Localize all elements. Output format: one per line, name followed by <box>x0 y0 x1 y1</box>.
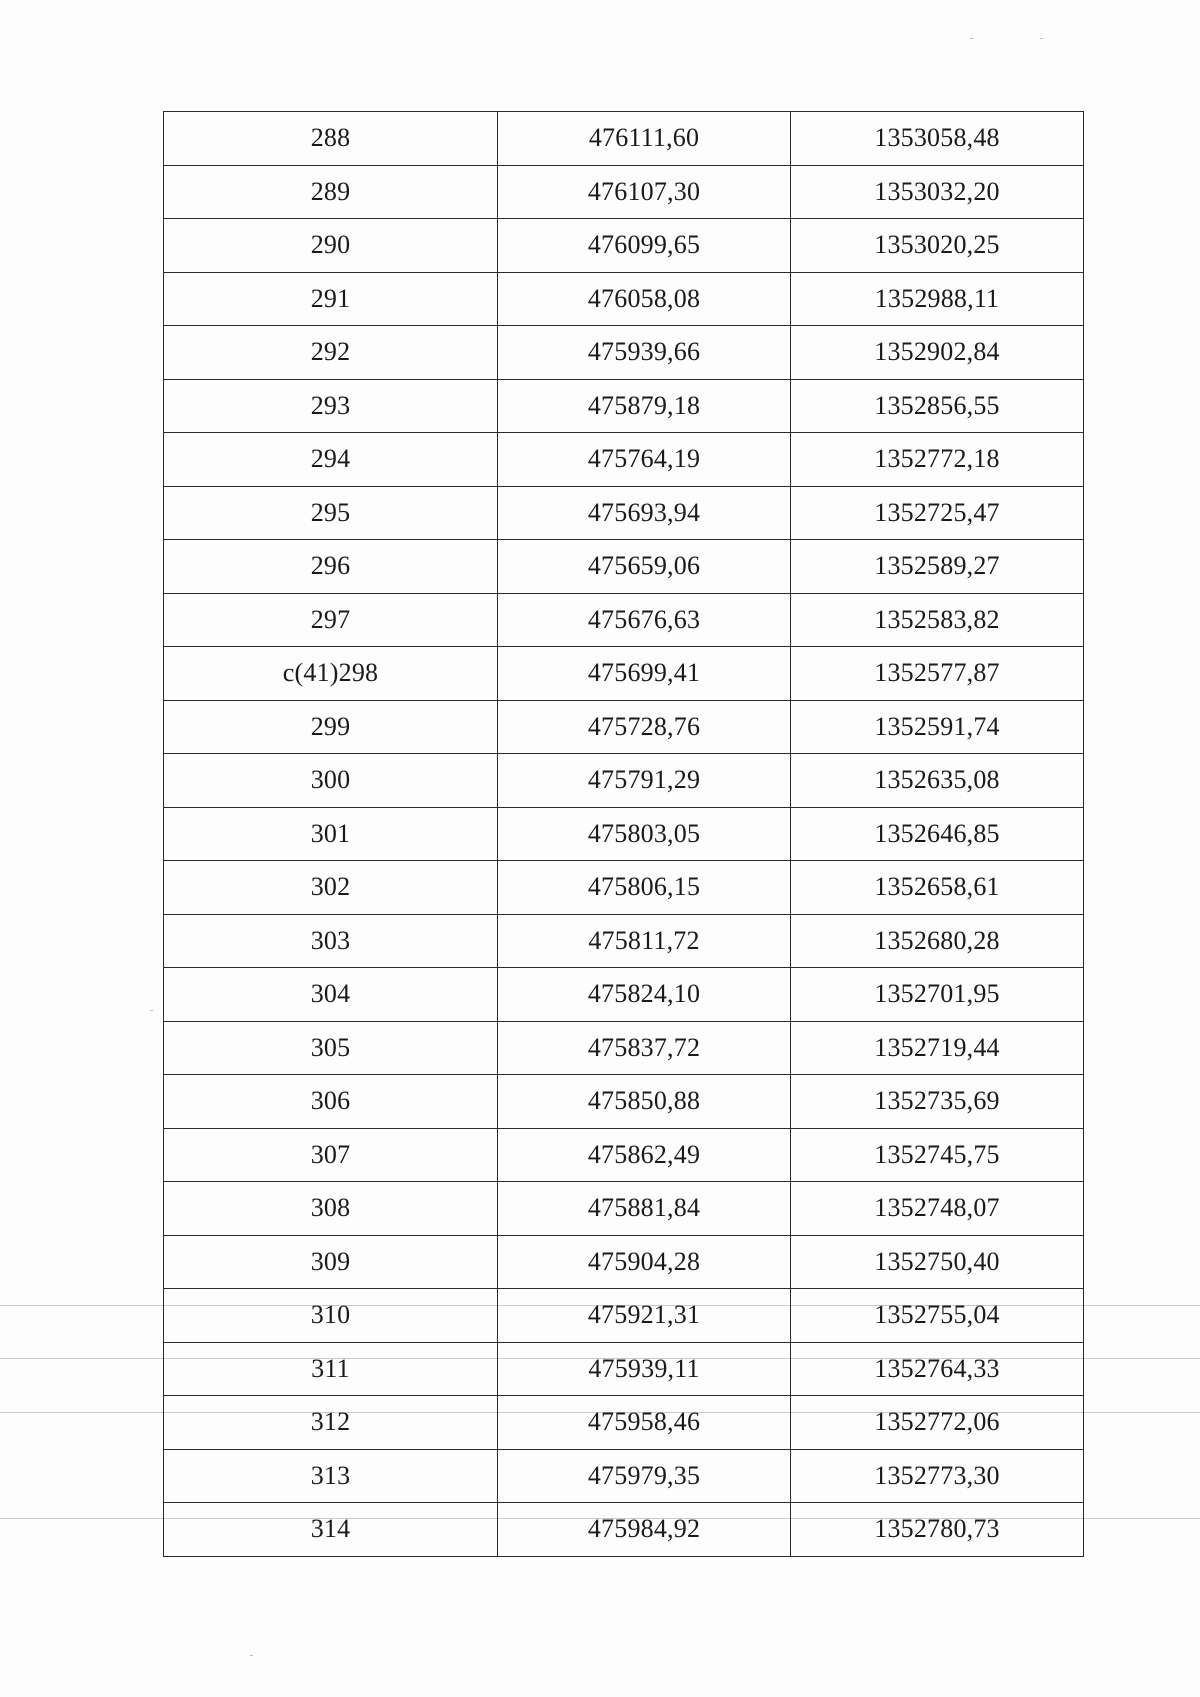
table-row <box>164 379 1084 433</box>
point-number: 292 <box>164 326 498 380</box>
table-row <box>164 1128 1084 1182</box>
x-coordinate: 475862,49 <box>498 1128 791 1182</box>
coordinates-table <box>163 111 1084 1557</box>
y-coordinate: 1352780,73 <box>791 1503 1084 1557</box>
table-row <box>164 1342 1084 1396</box>
x-coordinate: 476099,65 <box>498 219 791 273</box>
y-coordinate: 1352772,18 <box>791 433 1084 487</box>
x-coordinate: 475764,19 <box>498 433 791 487</box>
point-number: 299 <box>164 700 498 754</box>
point-number: 301 <box>164 807 498 861</box>
x-coordinate: 475676,63 <box>498 593 791 647</box>
y-coordinate: 1352755,04 <box>791 1289 1084 1343</box>
x-coordinate: 475824,10 <box>498 968 791 1022</box>
table-row <box>164 968 1084 1022</box>
table-row <box>164 1396 1084 1450</box>
y-coordinate: 1352988,11 <box>791 272 1084 326</box>
table-row <box>164 593 1084 647</box>
y-coordinate: 1352635,08 <box>791 754 1084 808</box>
table-row <box>164 647 1084 701</box>
y-coordinate: 1352902,84 <box>791 326 1084 380</box>
point-number: 297 <box>164 593 498 647</box>
x-coordinate: 475728,76 <box>498 700 791 754</box>
x-coordinate: 475879,18 <box>498 379 791 433</box>
point-number: 306 <box>164 1075 498 1129</box>
point-number: 290 <box>164 219 498 273</box>
point-number: 293 <box>164 379 498 433</box>
x-coordinate: 475921,31 <box>498 1289 791 1343</box>
y-coordinate: 1352750,40 <box>791 1235 1084 1289</box>
y-coordinate: 1353032,20 <box>791 165 1084 219</box>
y-coordinate: 1352646,85 <box>791 807 1084 861</box>
table-row <box>164 540 1084 594</box>
y-coordinate: 1352773,30 <box>791 1449 1084 1503</box>
table-row <box>164 1449 1084 1503</box>
x-coordinate: 475837,72 <box>498 1021 791 1075</box>
y-coordinate: 1352680,28 <box>791 914 1084 968</box>
y-coordinate: 1353020,25 <box>791 219 1084 273</box>
table-row <box>164 861 1084 915</box>
x-coordinate: 476058,08 <box>498 272 791 326</box>
y-coordinate: 1352725,47 <box>791 486 1084 540</box>
point-number: 305 <box>164 1021 498 1075</box>
x-coordinate: 475939,66 <box>498 326 791 380</box>
point-number: 304 <box>164 968 498 1022</box>
x-coordinate: 475881,84 <box>498 1182 791 1236</box>
point-number: 309 <box>164 1235 498 1289</box>
table-row <box>164 219 1084 273</box>
point-number: 308 <box>164 1182 498 1236</box>
table-row <box>164 1235 1084 1289</box>
table-row <box>164 807 1084 861</box>
x-coordinate: 475958,46 <box>498 1396 791 1450</box>
x-coordinate: 475806,15 <box>498 861 791 915</box>
y-coordinate: 1353058,48 <box>791 112 1084 166</box>
point-number: 311 <box>164 1342 498 1396</box>
point-number: 302 <box>164 861 498 915</box>
y-coordinate: 1352735,69 <box>791 1075 1084 1129</box>
point-number: 307 <box>164 1128 498 1182</box>
x-coordinate: 475659,06 <box>498 540 791 594</box>
table-row <box>164 914 1084 968</box>
point-number: 314 <box>164 1503 498 1557</box>
table-row <box>164 1182 1084 1236</box>
point-number: 296 <box>164 540 498 594</box>
y-coordinate: 1352589,27 <box>791 540 1084 594</box>
table-row <box>164 700 1084 754</box>
table-row <box>164 1075 1084 1129</box>
point-number: 289 <box>164 165 498 219</box>
x-coordinate: 476111,60 <box>498 112 791 166</box>
x-coordinate: 475979,35 <box>498 1449 791 1503</box>
x-coordinate: 475791,29 <box>498 754 791 808</box>
table-row <box>164 1021 1084 1075</box>
point-number: 291 <box>164 272 498 326</box>
table-row <box>164 433 1084 487</box>
x-coordinate: 475850,88 <box>498 1075 791 1129</box>
point-number: 312 <box>164 1396 498 1450</box>
x-coordinate: 475904,28 <box>498 1235 791 1289</box>
table-row <box>164 1289 1084 1343</box>
coordinates-table-body <box>164 112 1084 1557</box>
y-coordinate: 1352591,74 <box>791 700 1084 754</box>
y-coordinate: 1352748,07 <box>791 1182 1084 1236</box>
y-coordinate: 1352772,06 <box>791 1396 1084 1450</box>
point-number: 300 <box>164 754 498 808</box>
point-number: 288 <box>164 112 498 166</box>
table-row <box>164 754 1084 808</box>
table-row <box>164 272 1084 326</box>
table-row <box>164 486 1084 540</box>
table-row <box>164 112 1084 166</box>
table-row <box>164 326 1084 380</box>
point-number: c(41)298 <box>164 647 498 701</box>
y-coordinate: 1352583,82 <box>791 593 1084 647</box>
point-number: 313 <box>164 1449 498 1503</box>
y-coordinate: 1352577,87 <box>791 647 1084 701</box>
x-coordinate: 475803,05 <box>498 807 791 861</box>
x-coordinate: 475984,92 <box>498 1503 791 1557</box>
y-coordinate: 1352701,95 <box>791 968 1084 1022</box>
y-coordinate: 1352658,61 <box>791 861 1084 915</box>
y-coordinate: 1352745,75 <box>791 1128 1084 1182</box>
x-coordinate: 475693,94 <box>498 486 791 540</box>
y-coordinate: 1352764,33 <box>791 1342 1084 1396</box>
point-number: 310 <box>164 1289 498 1343</box>
y-coordinate: 1352719,44 <box>791 1021 1084 1075</box>
x-coordinate: 475939,11 <box>498 1342 791 1396</box>
x-coordinate: 476107,30 <box>498 165 791 219</box>
x-coordinate: 475811,72 <box>498 914 791 968</box>
point-number: 295 <box>164 486 498 540</box>
y-coordinate: 1352856,55 <box>791 379 1084 433</box>
point-number: 303 <box>164 914 498 968</box>
x-coordinate: 475699,41 <box>498 647 791 701</box>
table-row <box>164 165 1084 219</box>
table-row <box>164 1503 1084 1557</box>
point-number: 294 <box>164 433 498 487</box>
